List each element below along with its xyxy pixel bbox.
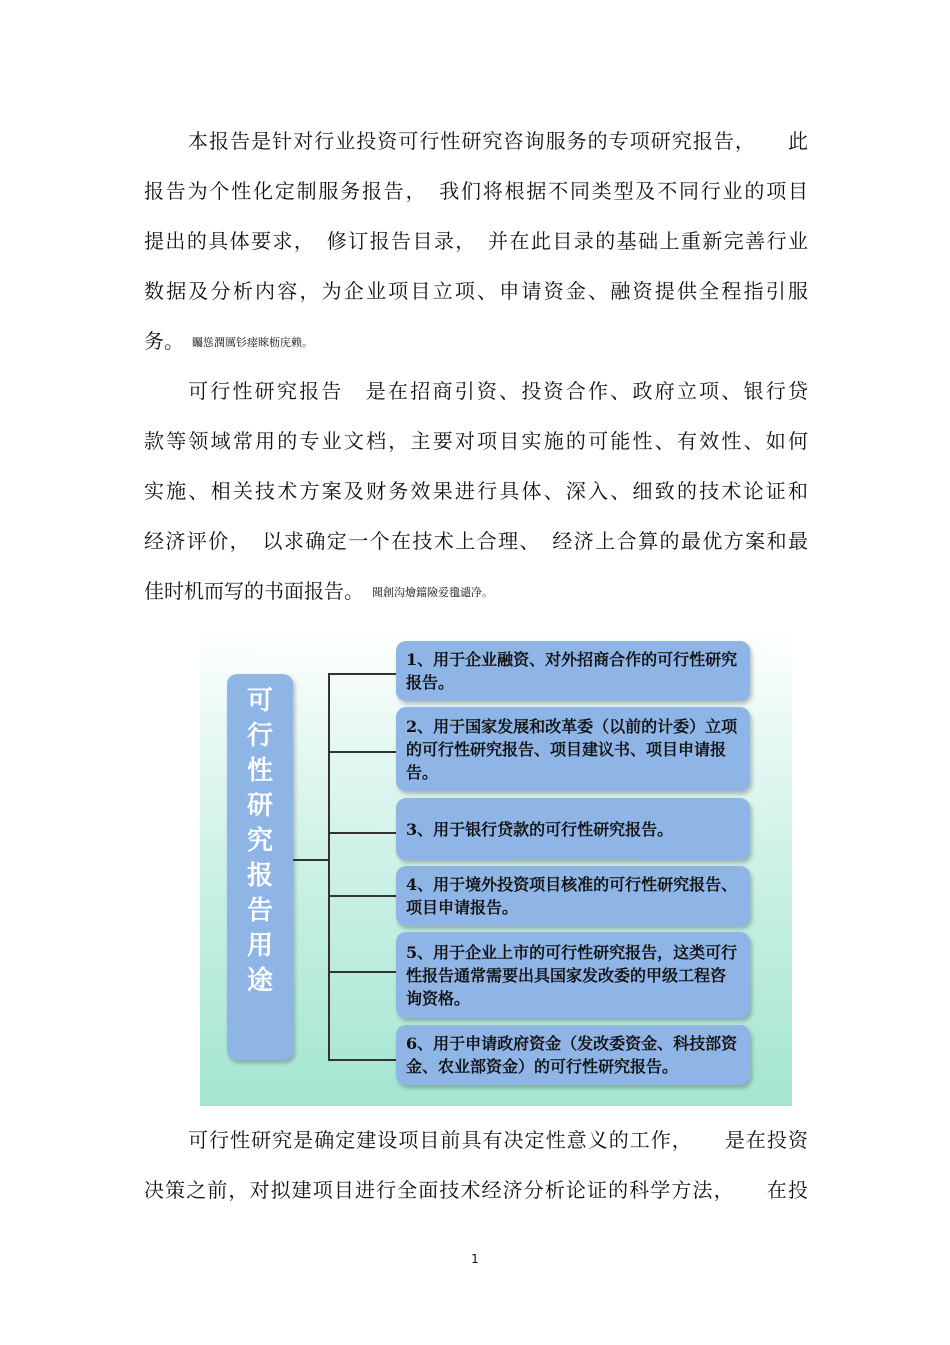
connector-main (293, 859, 329, 861)
paragraph-line-last (144, 327, 808, 357)
paragraph-line: 可行性研究是确定建设项目前具有决定性意义的工作， 是在投资 (188, 1128, 808, 1152)
usage-diagram (200, 628, 792, 1106)
paragraph-line: 实施、相关技术方案及财务效果进行具体、深入、细致的技术论证和 (144, 479, 808, 503)
paragraph-line: 数据及分析内容，为企业项目立项、申请资金、融资提供全程指引服 (144, 279, 808, 303)
paragraph-line: 报告为个性化定制服务报告， 我们将根据不同类型及不同行业的项目 (144, 179, 808, 203)
paragraph-note: 矚慫潤厲钐瘗睞枥庑赖。 (192, 335, 313, 349)
paragraph-line: 决策之前，对拟建项目进行全面技术经济分析论证的科学方法， 在投 (144, 1178, 808, 1202)
connector-vertical (328, 674, 330, 1060)
connector-branch (328, 1059, 396, 1061)
paragraph-line: 可行性研究报告 是在招商引资、投资合作、政府立项、银行贷 (188, 379, 808, 403)
diagram-item-text: 1、用于企业融资、对外招商合作的可行性研究报告。 (406, 650, 738, 692)
diagram-item-4 (396, 866, 750, 926)
connector-branch (328, 673, 396, 675)
diagram-title-box (227, 674, 293, 1060)
paragraph-line: 款等领域常用的专业文档，主要对项目实施的可能性、有效性、如何 (144, 429, 808, 453)
paragraph-text: 佳时机而写的书面报告。 (144, 579, 364, 603)
diagram-item-3 (396, 798, 750, 860)
paragraph-line: 本报告是针对行业投资可行性研究咨询服务的专项研究报告， 此 (188, 129, 808, 153)
diagram-item-text: 4、用于境外投资项目核准的可行性研究报告、项目申请报告。 (406, 875, 738, 917)
diagram-item-1 (396, 641, 750, 701)
connector-branch (328, 751, 396, 753)
diagram-item-2 (396, 707, 750, 791)
diagram-item-5 (396, 932, 750, 1018)
paragraph-line: 提出的具体要求， 修订报告目录， 并在此目录的基础上重新完善行业 (144, 229, 808, 253)
connector-branch (328, 895, 396, 897)
paragraph-line: 经济评价， 以求确定一个在技术上合理、 经济上合算的最优方案和最 (144, 529, 808, 553)
diagram-item-text: 3、用于银行贷款的可行性研究报告。 (406, 819, 674, 839)
diagram-title: 可行性研究报告用途 (246, 686, 273, 996)
connector-branch (328, 832, 396, 834)
page-number: 1 (471, 1252, 479, 1266)
paragraph-line-last (144, 577, 808, 607)
diagram-item-text: 6、用于申请政府资金（发改委资金、科技部资金、农业部资金）的可行性研究报告。 (406, 1034, 738, 1076)
diagram-item-6 (396, 1025, 750, 1085)
connector-branch (328, 971, 396, 973)
paragraph-note: 聞創沟燴鐺險爱氇谴净。 (372, 585, 493, 599)
paragraph-text: 务。 (144, 329, 184, 353)
diagram-item-text: 5、用于企业上市的可行性研究报告，这类可行性报告通常需要出具国家发改委的甲级工程咨询资格。 (406, 942, 738, 1008)
diagram-item-text: 2、用于国家发展和改革委（以前的计委）立项的可行性研究报告、项目建议书、项目申请报告。 (406, 716, 738, 782)
